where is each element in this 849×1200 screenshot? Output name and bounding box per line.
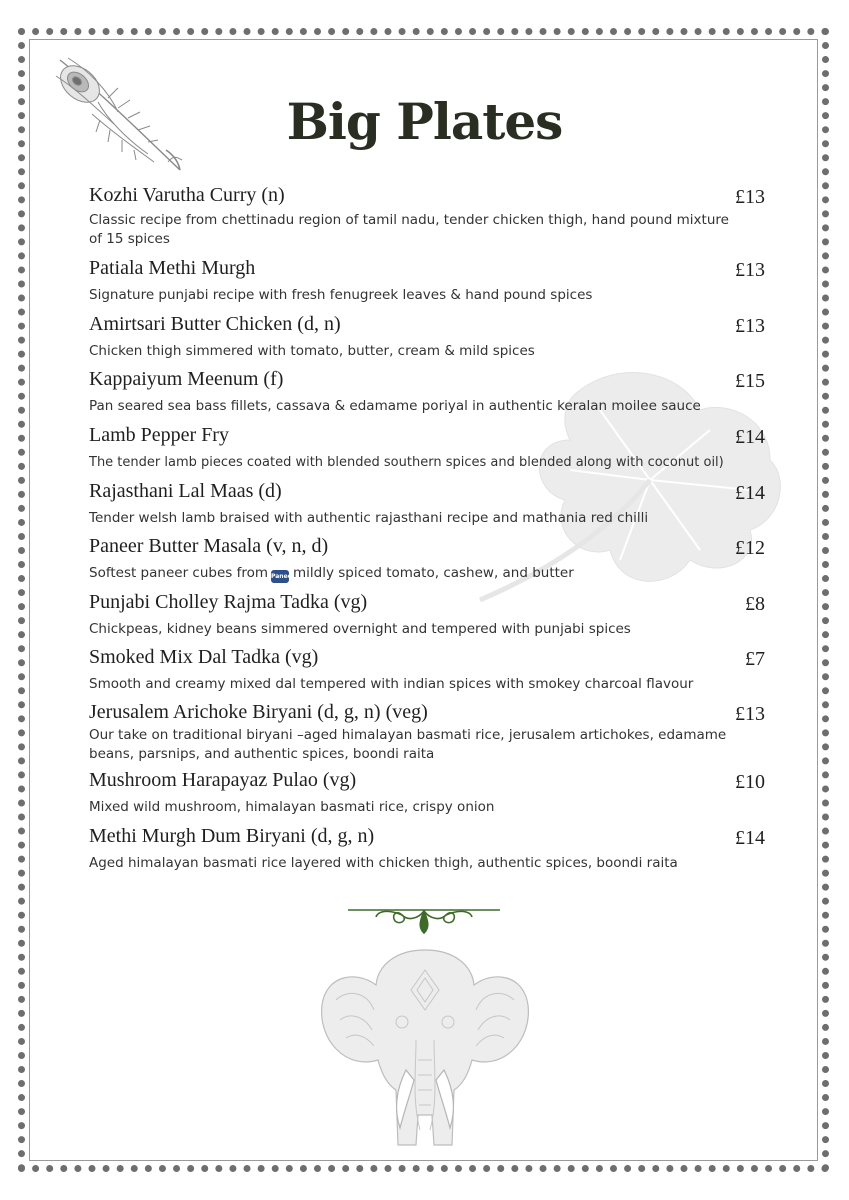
dish-price: £13 [735,703,765,725]
dish-name: Patiala Methi Murgh [89,257,256,279]
dish-name: Jerusalem Arichoke Biryani (d, g, n) (veg) [89,701,428,723]
dish-name: Kappaiyum Meenum (f) [89,368,284,390]
dish-price: £14 [735,482,765,504]
dish-description [89,564,789,583]
dish-description: Smooth and creamy mixed dal tempered with indian spices with smokey charcoal flavour [89,676,694,692]
dish-name: Amirtsari Butter Chicken (d, n) [89,313,341,335]
dish-description: The tender lamb pieces coated with blended southern spices and blended along with coconut oil) [89,455,724,470]
dish-name: Smoked Mix Dal Tadka (vg) [89,646,319,668]
dish-description: Our take on traditional biryani –aged himalayan basmati rice, jerusalem artichokes, edamame beans, parsnips, and authentic spices, boondi raita [89,727,727,762]
dish-price: £8 [745,593,765,615]
dish-description: Pan seared sea bass fillets, cassava & edamame poriyal in authentic keralan moilee sauce [89,398,701,414]
dish-name: Kozhi Varutha Curry (n) [89,184,285,206]
dish-price: £13 [735,259,765,281]
dish-description: Aged himalayan basmati rice layered with chicken thigh, authentic spices, boondi raita [89,855,678,871]
dish-name: Mushroom Harapayaz Pulao (vg) [89,769,357,791]
dish-price: £13 [735,186,765,208]
dish-description: Signature punjabi recipe with fresh fenugreek leaves & hand pound spices [89,287,593,303]
mandala-elephant-icon [316,930,534,1155]
dish-name: Methi Murgh Dum Biryani (d, g, n) [89,825,375,847]
dish-price: £7 [745,648,765,670]
dish-description: Chicken thigh simmered with tomato, butter, cream & mild spices [89,343,535,359]
description-part: Softest paneer cubes from [89,565,269,581]
dish-price: £15 [735,370,765,392]
description-part: mildly spiced tomato, cashew, and butter [293,565,574,581]
dish-name: Lamb Pepper Fry [89,424,229,446]
dish-price: £14 [735,827,765,849]
dish-name: Punjabi Cholley Rajma Tadka (vg) [89,591,368,613]
page-title: Big Plates [286,92,563,151]
dish-price: £14 [735,426,765,448]
dish-name: Rajasthani Lal Maas (d) [89,480,282,502]
paneer-badge-icon: Paneer [271,570,289,583]
dish-price: £10 [735,771,765,793]
dish-name: Paneer Butter Masala (v, n, d) [89,535,329,557]
dish-description: Tender welsh lamb braised with authentic rajasthani recipe and mathania red chilli [89,510,649,526]
dish-description: Classic recipe from chettinadu region of tamil nadu, tender chicken thigh, hand pound mixture of 15 spices [89,212,729,247]
dish-description: Mixed wild mushroom, himalayan basmati rice, crispy onion [89,799,495,815]
dish-price: £13 [735,315,765,337]
dish-price: £12 [735,537,765,559]
dish-description: Chickpeas, kidney beans simmered overnight and tempered with punjabi spices [89,621,631,637]
